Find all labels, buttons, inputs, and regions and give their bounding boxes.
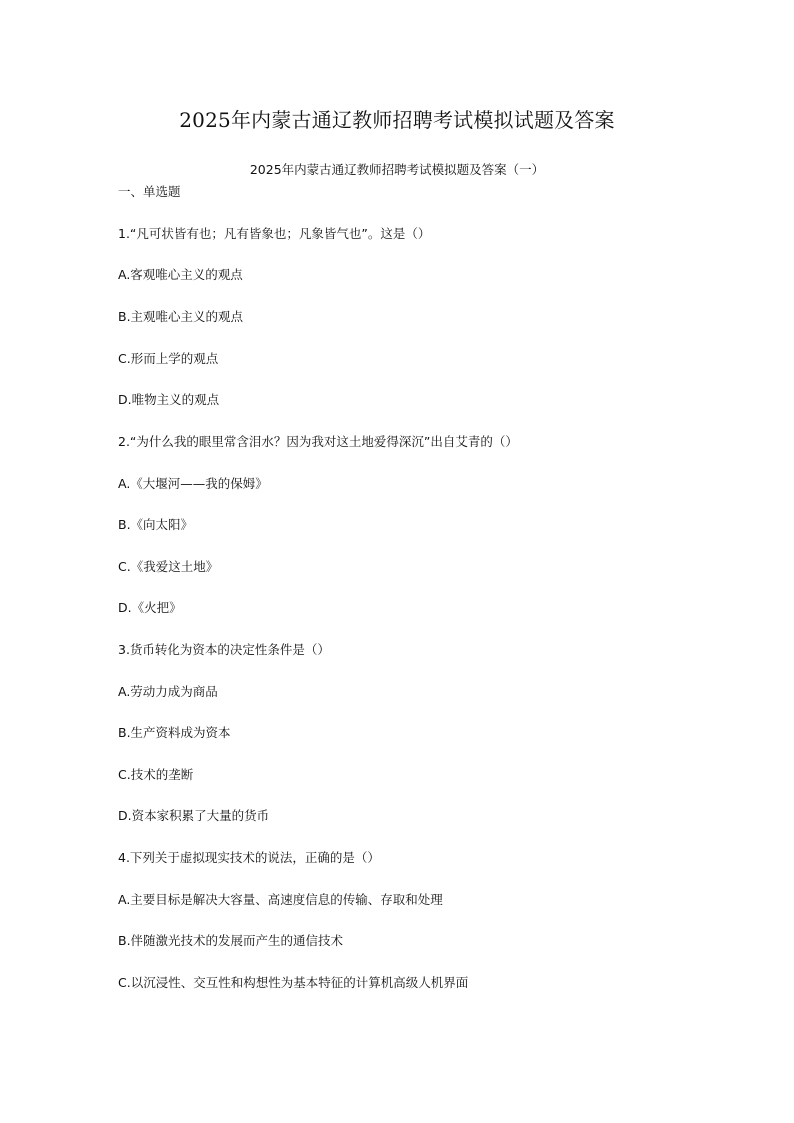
answer-option: A.《大堰河——我的保姆》 (118, 476, 268, 491)
answer-option: B.主观唯心主义的观点 (118, 309, 244, 324)
answer-option: D.唯物主义的观点 (118, 392, 220, 407)
answer-option: C.技术的垄断 (118, 767, 194, 782)
answer-option: C.《我爱这土地》 (118, 559, 219, 574)
answer-option: B.伴随激光技术的发展而产生的通信技术 (118, 933, 344, 948)
document-subtitle: 2025年内蒙古通辽教师招聘考试模拟题及答案（一） (249, 162, 545, 177)
answer-option: A.劳动力成为商品 (118, 684, 218, 699)
document-title: 2025年内蒙古通辽教师招聘考试模拟试题及答案 (179, 108, 615, 132)
question-stem: 2.“为什么我的眼里常含泪水？因为我对这土地爱得深沉”出自艾青的（） (118, 434, 518, 449)
answer-option: A.主要目标是解决大容量、高速度信息的传输、存取和处理 (118, 892, 443, 907)
answer-option: B.《向太阳》 (118, 517, 194, 532)
answer-option: A.客观唯心主义的观点 (118, 267, 243, 282)
question-stem: 3.货币转化为资本的决定性条件是（） (118, 642, 330, 657)
question-stem: 4.下列关于虚拟现实技术的说法，正确的是（） (118, 850, 380, 865)
section-heading: 一、单选题 (118, 184, 181, 199)
question-stem: 1.“凡可状皆有也；凡有皆象也；凡象皆气也”。这是（） (118, 226, 431, 241)
answer-option: C.以沉浸性、交互性和构想性为基本特征的计算机高级人机界面 (118, 975, 469, 990)
answer-option: B.生产资料成为资本 (118, 725, 231, 740)
answer-option: D.《火把》 (118, 600, 182, 615)
answer-option: C.形而上学的观点 (118, 351, 219, 366)
answer-option: D.资本家积累了大量的货币 (118, 808, 270, 823)
